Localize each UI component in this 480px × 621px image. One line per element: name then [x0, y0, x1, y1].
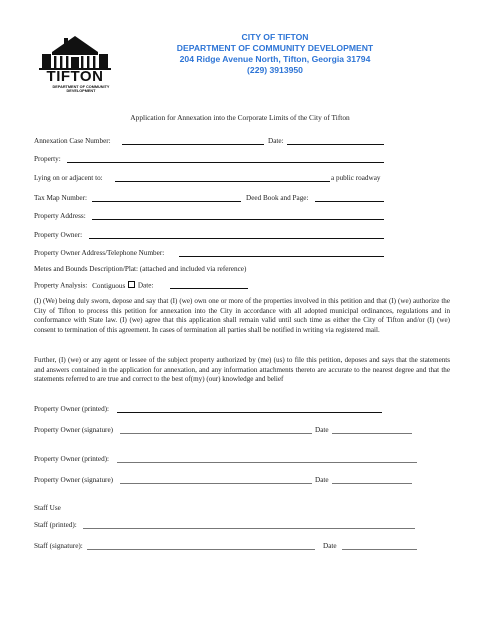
property-field[interactable] [67, 162, 384, 163]
owner-signature-label-1: Property Owner (signature) [34, 426, 114, 434]
analysis-date-field[interactable] [170, 288, 248, 289]
owner-printed-label-1: Property Owner (printed): [34, 405, 110, 413]
owner-address-phone-label: Property Owner Address/Telephone Number: [34, 249, 165, 257]
owner-printed-label-2: Property Owner (printed): [34, 455, 110, 463]
lying-on-label: Lying on or adjacent to: [34, 174, 103, 182]
tax-map-label: Tax Map Number: [34, 194, 87, 202]
lying-on-field[interactable] [115, 181, 330, 182]
analysis-date-label: Date: [137, 281, 154, 290]
staff-printed-field[interactable] [83, 528, 415, 529]
owner-address-phone-field[interactable] [179, 256, 384, 257]
owner-printed-field-1[interactable] [117, 412, 382, 413]
owner-printed-field-2[interactable] [117, 462, 417, 463]
property-owner-field[interactable] [89, 238, 384, 239]
header-phone: (229) 3913950 [247, 65, 303, 75]
owner-signature-date-label-1: Date [315, 426, 329, 434]
deed-book-label: Deed Book and Page: [246, 194, 309, 202]
tax-map-field[interactable] [92, 201, 241, 202]
property-owner-label: Property Owner: [34, 231, 83, 239]
deed-book-field[interactable] [315, 201, 384, 202]
property-analysis-label: Property Analysis: [34, 281, 88, 290]
owner-signature-label-2: Property Owner (signature) [34, 476, 114, 484]
case-date-field[interactable] [287, 144, 384, 145]
metes-bounds-label: Metes and Bounds Description/Plat: (attached and included via reference) [34, 265, 247, 273]
owner-signature-date-label-2: Date [315, 476, 329, 484]
owner-signature-date-field-1[interactable] [332, 433, 412, 434]
property-address-label: Property Address: [34, 212, 86, 220]
case-date-label: Date: [268, 137, 284, 145]
sworn-statement-paragraph: (I) (We) being duly sworn, depose and say that (I) (we) own one or more of the properties involved in this petition and that (I) (we) authorize the City of Tifton to process this petition for annexation into the City in accordance with all adopted municipal ordinances, regulations and in conformance with State law. (I) (we) agree that this application shall remain valid until such time as either the City of Tifton and/or (I) (we) consent to termination of this agreement. In cases of termination all parties shall be notified in writing via registered mail. [34, 297, 450, 334]
header-city: CITY OF TIFTON [241, 32, 309, 42]
logo-subtitle: DEPARTMENT OF COMMUNITY DEVELOPMENT [52, 85, 110, 94]
form-title: Application for Annexation into the Corporate Limits of the City of Tifton [130, 113, 350, 122]
case-number-label: Annexation Case Number: [34, 137, 111, 145]
public-roadway-label: a public roadway [331, 174, 381, 182]
header-department: DEPARTMENT OF COMMUNITY DEVELOPMENT [176, 43, 374, 53]
staff-printed-label: Staff (printed): [34, 521, 77, 529]
contiguous-label: Contiguous [92, 281, 126, 290]
staff-date-field[interactable] [342, 549, 417, 550]
owner-signature-field-2[interactable] [120, 483, 312, 484]
owner-signature-field-1[interactable] [120, 433, 312, 434]
staff-use-heading: Staff Use [34, 504, 61, 512]
further-statement-paragraph: Further, (I) (we) or any agent or lessee of the subject property authorized by (me) (us) to file this petition, deposes and says that the statements and answers contained in the application for annexation, and any information attachments thereto are accurate to the nearest degree and that the statements referred to are true and correct to the best of(my) (our) knowledge and belief [34, 356, 450, 384]
header-address: 204 Ridge Avenue North, Tifton, Georgia 31794 [179, 54, 371, 64]
staff-signature-field[interactable] [87, 549, 315, 550]
case-number-field[interactable] [122, 144, 264, 145]
staff-signature-label: Staff (signature): [34, 542, 83, 550]
contiguous-checkbox[interactable] [128, 281, 135, 288]
owner-signature-date-field-2[interactable] [332, 483, 412, 484]
staff-date-label: Date [323, 542, 337, 550]
property-label: Property: [34, 155, 61, 163]
logo-name: TIFTON [46, 68, 104, 85]
property-analysis-row [34, 281, 153, 291]
property-address-field[interactable] [92, 219, 384, 220]
tifton-logo [34, 30, 116, 94]
